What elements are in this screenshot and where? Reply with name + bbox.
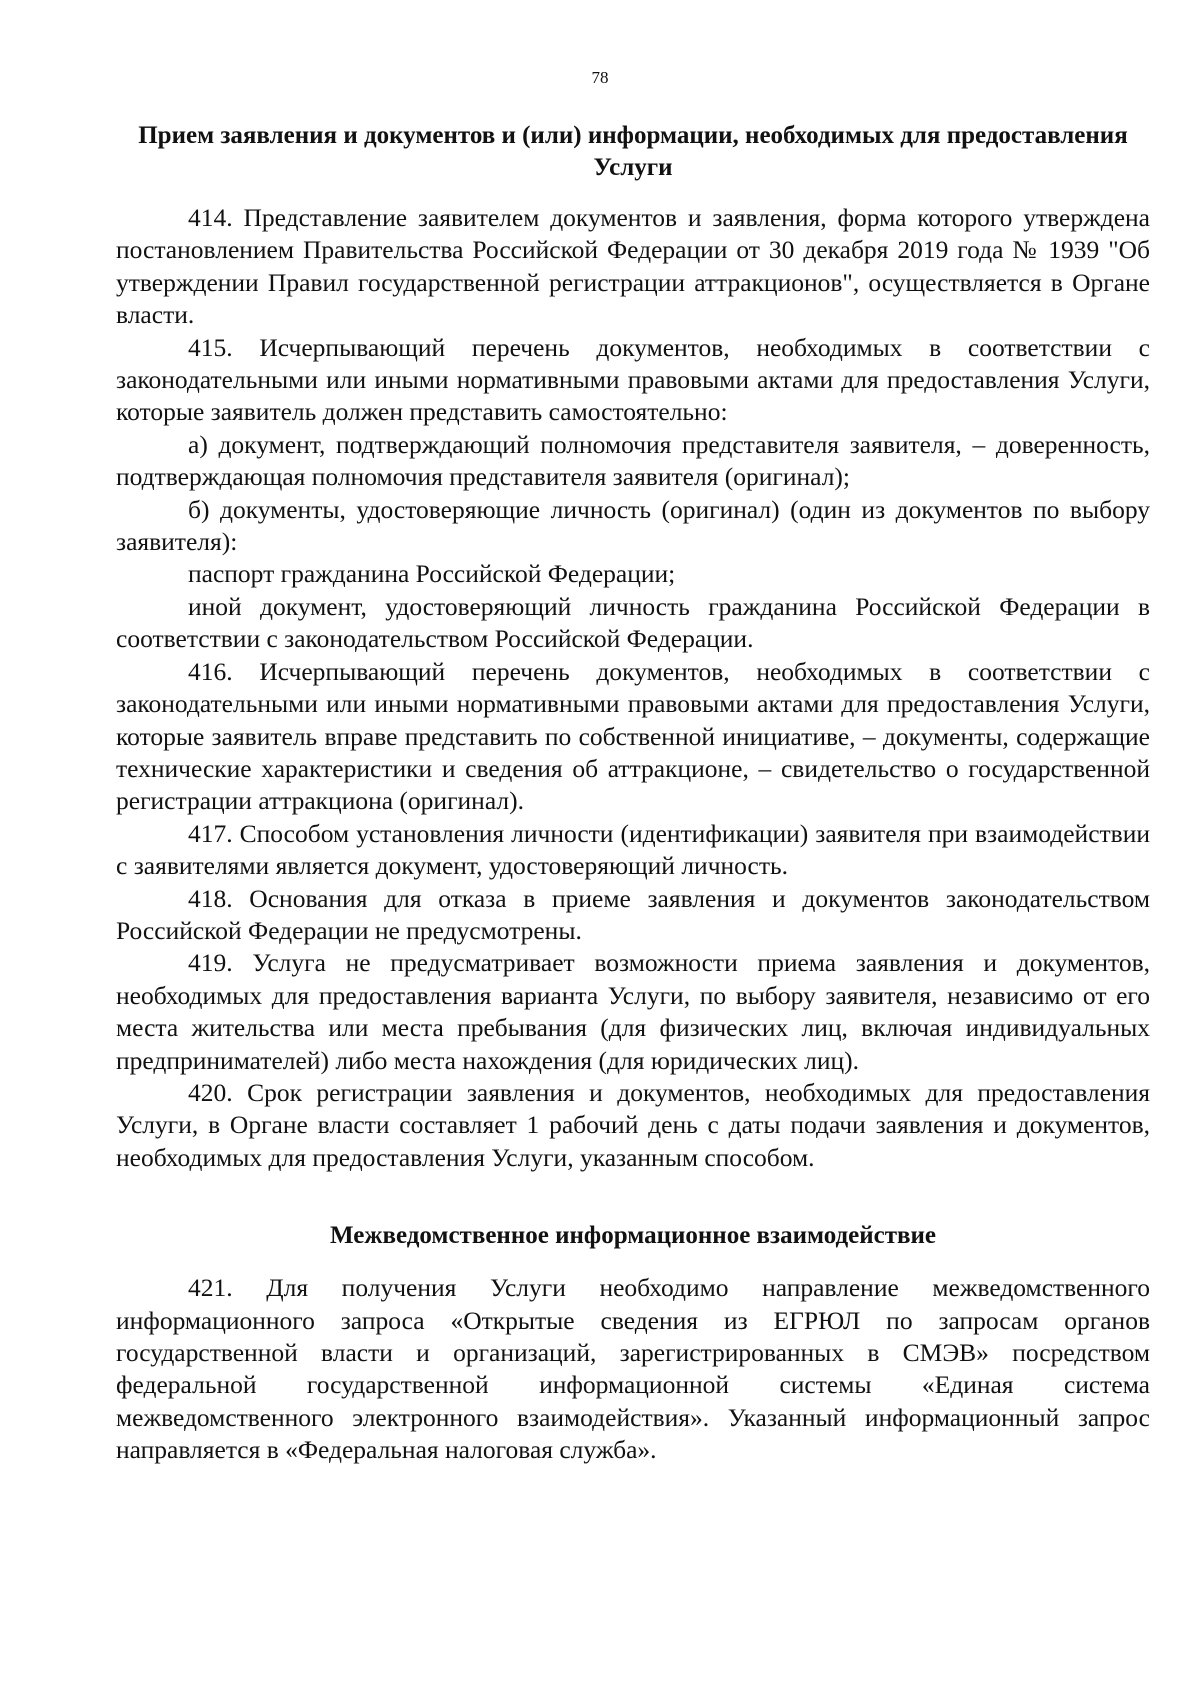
paragraph-415-b: б) документы, удостоверяющие личность (оригинал) (один из документов по выбору заявителя): (116, 494, 1150, 557)
page-number: 78 (591, 68, 609, 87)
section-heading-application-intake: Прием заявления и документов и (или) информации, необходимых для предоставления Услуги (138, 122, 1128, 181)
paragraph-419: 419. Услуга не предусматривает возможности приема заявления и документов, необходимых для предоставления варианта Услуги, по выбору заявителя, независимо от его места жительства или места пребывания (для физических лиц, включая индивидуальных предпринимателей) либо места нахождения (для юридических лиц). (116, 948, 1150, 1075)
paragraph-417: 417. Способом установления личности (идентификации) заявителя при взаимодействии с заявителями является документ, удостоверяющий личность. (116, 818, 1150, 881)
paragraph-415: 415. Исчерпывающий перечень документов, необходимых в соответствии с законодательными или иными нормативными правовыми актами для предоставления Услуги, которые заявитель должен представить самостоятельно: (116, 332, 1150, 427)
paragraph-414: 414. Представление заявителем документов и заявления, форма которого утверждена постановлением Правительства Российской Федерации от 30 декабря 2019 года № 1939 "Об утверждении Правил государственной регистрации аттракционов", осуществляется в Органе власти. (116, 203, 1150, 330)
paragraph-416: 416. Исчерпывающий перечень документов, необходимых в соответствии с законодательными или иными нормативными правовыми актами для предоставления Услуги, которые заявитель вправе представить по собственной инициативе, – документы, содержащие технические характеристики и сведения об аттракционе, – свидетельство о государственной регистрации аттракциона (оригинал). (116, 656, 1150, 816)
paragraph-415-b-passport: паспорт гражданина Российской Федерации; (188, 559, 676, 589)
section-heading-interagency: Межведомственное информационное взаимодействие (330, 1222, 936, 1250)
paragraph-418: 418. Основания для отказа в приеме заявления и документов законодательством Российской Федерации не предусмотрены. (116, 883, 1150, 945)
paragraph-420: 420. Срок регистрации заявления и документов, необходимых для предоставления Услуги, в Органе власти составляет 1 рабочий день с даты подачи заявления и документов, необходимых для предоставления Услуги, указанным способом. (116, 1077, 1150, 1172)
paragraph-421: 421. Для получения Услуги необходимо направление межведомственного информационного запроса «Открытые сведения из ЕГРЮЛ по запросам органов государственной власти и организаций, зарегистрированных в СМЭВ» посредством федеральной государственной информационной системы «Единая система межведомственного электронного взаимодействия». Указанный информационный запрос направляется в «Федеральная налоговая служба». (116, 1273, 1150, 1465)
paragraph-415-a: а) документ, подтверждающий полномочия представителя заявителя, – доверенность, подтверждающая полномочия представителя заявителя (оригинал); (116, 429, 1150, 492)
paragraph-415-b-other-id: иной документ, удостоверяющий личность гражданина Российской Федерации в соответствии с законодательством Российской Федерации. (116, 591, 1150, 654)
